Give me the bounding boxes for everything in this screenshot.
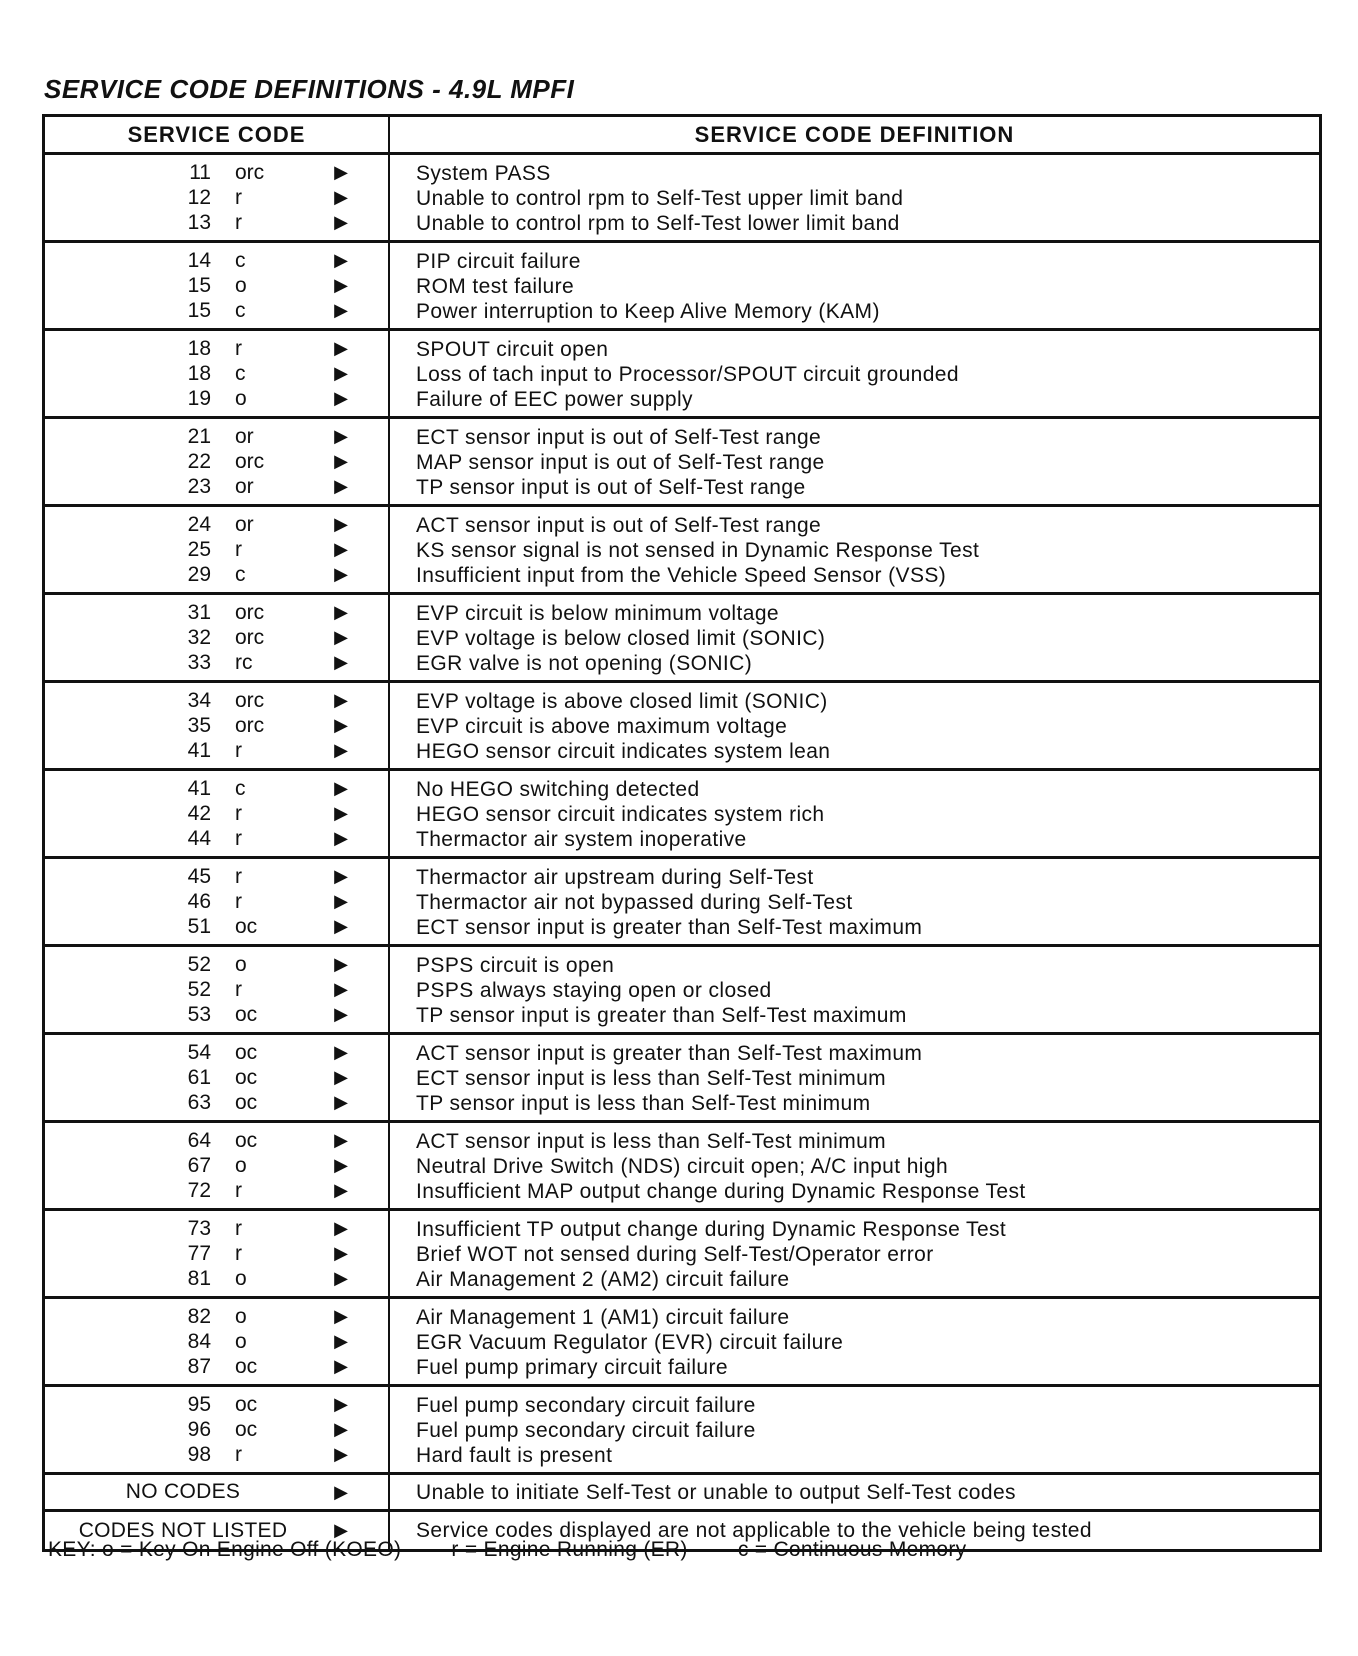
code-row	[45, 977, 388, 1002]
code-definition: Insufficient input from the Vehicle Speed Sensor (VSS)	[416, 564, 947, 587]
code-number: 44	[187, 826, 211, 850]
arrow-icon: ▶	[334, 916, 348, 936]
code-row	[45, 210, 388, 235]
code-number: 84	[187, 1329, 211, 1353]
code-row	[45, 361, 388, 386]
code-test-mode: r	[235, 864, 242, 888]
code-number: 61	[187, 1065, 211, 1089]
arrow-icon: ▶	[334, 1419, 348, 1439]
code-test-mode: r	[235, 826, 242, 850]
code-number: 72	[187, 1178, 211, 1202]
code-group	[45, 419, 1319, 507]
codes-not-listed-label: CODES NOT LISTED	[78, 1518, 288, 1542]
code-number: 63	[187, 1090, 211, 1114]
code-number: 45	[187, 864, 211, 888]
code-row	[45, 826, 388, 851]
code-test-mode: r	[235, 210, 242, 234]
code-number: 46	[187, 889, 211, 913]
code-definition: PSPS always staying open or closed	[416, 979, 772, 1002]
code-test-mode: oc	[235, 1417, 258, 1441]
code-test-mode: c	[235, 562, 246, 586]
arrow-icon: ▶	[334, 539, 348, 559]
code-number: 25	[187, 537, 211, 561]
code-row	[45, 1090, 388, 1115]
code-number: 32	[187, 625, 211, 649]
code-row	[45, 160, 388, 185]
code-definition: Insufficient TP output change during Dynamic Response Test	[416, 1218, 1007, 1241]
code-row	[45, 1178, 388, 1203]
code-number: 53	[187, 1002, 211, 1026]
code-row	[45, 1128, 388, 1153]
code-number: 98	[187, 1442, 211, 1466]
code-row	[45, 248, 388, 273]
no-codes-row	[45, 1475, 1319, 1512]
code-test-mode: c	[235, 298, 246, 322]
code-test-mode: r	[235, 537, 242, 561]
code-test-mode: oc	[235, 1002, 258, 1026]
arrow-icon: ▶	[334, 1481, 348, 1502]
code-definition: Fuel pump secondary circuit failure	[416, 1394, 756, 1417]
code-row	[45, 512, 388, 537]
code-definition: ECT sensor input is less than Self-Test minimum	[416, 1067, 887, 1090]
code-group	[45, 683, 1319, 771]
code-definition: ECT sensor input is out of Self-Test range	[416, 426, 822, 449]
code-test-mode: orc	[235, 625, 265, 649]
code-row	[45, 864, 388, 889]
code-number: 54	[187, 1040, 211, 1064]
code-test-mode: or	[235, 512, 254, 536]
code-definition: Neutral Drive Switch (NDS) circuit open; A/C input high	[416, 1155, 949, 1178]
code-definition: Unable to control rpm to Self-Test upper limit band	[416, 187, 904, 210]
code-group	[45, 1299, 1319, 1387]
code-test-mode: o	[235, 386, 247, 410]
arrow-icon: ▶	[334, 652, 348, 672]
arrow-icon: ▶	[334, 1130, 348, 1150]
code-definition: EVP voltage is below closed limit (SONIC)	[416, 627, 826, 650]
code-row	[45, 1354, 388, 1379]
codes-not-listed-definition: Service codes displayed are not applicable to the vehicle being tested	[416, 1519, 1092, 1542]
code-test-mode: oc	[235, 1090, 258, 1114]
code-definition: System PASS	[416, 162, 551, 185]
code-definition: Power interruption to Keep Alive Memory (KAM)	[416, 300, 880, 323]
arrow-icon: ▶	[334, 388, 348, 408]
arrow-icon: ▶	[334, 338, 348, 358]
code-number: 12	[187, 185, 211, 209]
code-test-mode: or	[235, 474, 254, 498]
arrow-icon: ▶	[334, 1268, 348, 1288]
code-test-mode: c	[235, 361, 246, 385]
code-definition: TP sensor input is out of Self-Test range	[416, 476, 806, 499]
code-row	[45, 1304, 388, 1329]
code-group	[45, 1035, 1319, 1123]
code-test-mode: o	[235, 1153, 247, 1177]
arrow-icon: ▶	[334, 300, 348, 320]
arrow-icon: ▶	[334, 891, 348, 911]
code-definition: Thermactor air not bypassed during Self-Test	[416, 891, 853, 914]
arrow-icon: ▶	[334, 627, 348, 647]
arrow-icon: ▶	[334, 1218, 348, 1238]
arrow-icon: ▶	[334, 1356, 348, 1376]
code-row	[45, 1040, 388, 1065]
arrow-icon: ▶	[334, 1092, 348, 1112]
code-number: 77	[187, 1241, 211, 1265]
code-row	[45, 386, 388, 411]
arrow-icon: ▶	[334, 1042, 348, 1062]
arrow-icon: ▶	[334, 715, 348, 735]
arrow-icon: ▶	[334, 602, 348, 622]
code-definition: Thermactor air system inoperative	[416, 828, 747, 851]
code-row	[45, 738, 388, 763]
code-test-mode: r	[235, 1178, 242, 1202]
code-test-mode: r	[235, 977, 242, 1001]
code-row	[45, 914, 388, 939]
code-definition: ACT sensor input is out of Self-Test range	[416, 514, 822, 537]
arrow-icon: ▶	[334, 451, 348, 471]
code-row	[45, 298, 388, 323]
code-definition: Insufficient MAP output change during Dynamic Response Test	[416, 1180, 1026, 1203]
code-row	[45, 600, 388, 625]
code-test-mode: r	[235, 889, 242, 913]
code-row	[45, 185, 388, 210]
code-test-mode: orc	[235, 713, 265, 737]
code-definition: Fuel pump secondary circuit failure	[416, 1419, 756, 1442]
code-group	[45, 1387, 1319, 1475]
code-number: 24	[187, 512, 211, 536]
code-definition: Failure of EEC power supply	[416, 388, 693, 411]
code-row	[45, 336, 388, 361]
code-number: 15	[187, 298, 211, 322]
code-group	[45, 331, 1319, 419]
code-number: 15	[187, 273, 211, 297]
key-legend	[48, 1538, 1010, 1562]
code-definition: HEGO sensor circuit indicates system rich	[416, 803, 825, 826]
code-definition: ACT sensor input is less than Self-Test minimum	[416, 1130, 887, 1153]
code-test-mode: rc	[235, 650, 253, 674]
code-row	[45, 1329, 388, 1354]
code-definition: Air Management 2 (AM2) circuit failure	[416, 1268, 790, 1291]
code-test-mode: r	[235, 738, 242, 762]
code-test-mode: orc	[235, 600, 265, 624]
code-definition: EGR Vacuum Regulator (EVR) circuit failure	[416, 1331, 844, 1354]
arrow-icon: ▶	[334, 690, 348, 710]
arrow-icon: ▶	[334, 866, 348, 886]
code-number: 64	[187, 1128, 211, 1152]
code-definition: Thermactor air upstream during Self-Test	[416, 866, 814, 889]
arrow-icon: ▶	[334, 954, 348, 974]
code-test-mode: o	[235, 1329, 247, 1353]
arrow-icon: ▶	[334, 564, 348, 584]
code-group	[45, 1123, 1319, 1211]
code-definition: No HEGO switching detected	[416, 778, 700, 801]
code-test-mode: oc	[235, 1065, 258, 1089]
code-definition: PSPS circuit is open	[416, 954, 615, 977]
code-definition: Unable to control rpm to Self-Test lower limit band	[416, 212, 900, 235]
code-number: 96	[187, 1417, 211, 1441]
code-number: 19	[187, 386, 211, 410]
code-row	[45, 1002, 388, 1027]
code-definition: Hard fault is present	[416, 1444, 613, 1467]
code-test-mode: r	[235, 801, 242, 825]
code-groups	[45, 155, 1319, 1475]
code-group	[45, 155, 1319, 243]
code-row	[45, 713, 388, 738]
code-definition: TP sensor input is greater than Self-Test maximum	[416, 1004, 907, 1027]
code-test-mode: c	[235, 776, 246, 800]
arrow-icon: ▶	[334, 1155, 348, 1175]
code-row	[45, 1392, 388, 1417]
code-number: 42	[187, 801, 211, 825]
code-number: 41	[187, 738, 211, 762]
code-definition: EGR valve is not opening (SONIC)	[416, 652, 753, 675]
arrow-icon: ▶	[334, 979, 348, 999]
code-definition: Fuel pump primary circuit failure	[416, 1356, 728, 1379]
code-definition: SPOUT circuit open	[416, 338, 609, 361]
arrow-icon: ▶	[334, 187, 348, 207]
arrow-icon: ▶	[334, 1243, 348, 1263]
code-row	[45, 1153, 388, 1178]
code-row	[45, 1065, 388, 1090]
arrow-icon: ▶	[334, 250, 348, 270]
code-definition: Brief WOT not sensed during Self-Test/Operator error	[416, 1243, 934, 1266]
code-row	[45, 474, 388, 499]
code-row	[45, 424, 388, 449]
code-test-mode: o	[235, 273, 247, 297]
code-number: 18	[187, 361, 211, 385]
code-test-mode: oc	[235, 1354, 258, 1378]
arrow-icon: ▶	[334, 1394, 348, 1414]
key-o: KEY: o = Key On Engine Off (KOEO)	[48, 1538, 402, 1561]
code-test-mode: r	[235, 1216, 242, 1240]
code-row	[45, 449, 388, 474]
code-row	[45, 650, 388, 675]
arrow-icon: ▶	[334, 162, 348, 182]
arrow-icon: ▶	[334, 1331, 348, 1351]
code-row	[45, 625, 388, 650]
service-code-table	[42, 114, 1322, 1552]
code-number: 81	[187, 1266, 211, 1290]
arrow-icon: ▶	[334, 426, 348, 446]
code-test-mode: orc	[235, 449, 265, 473]
arrow-icon: ▶	[334, 803, 348, 823]
code-test-mode: orc	[235, 688, 265, 712]
code-number: 95	[187, 1392, 211, 1416]
code-number: 23	[187, 474, 211, 498]
code-number: 52	[187, 952, 211, 976]
code-definition: PIP circuit failure	[416, 250, 581, 273]
code-definition: ECT sensor input is greater than Self-Test maximum	[416, 916, 923, 939]
code-number: 14	[187, 248, 211, 272]
code-number: 29	[187, 562, 211, 586]
code-number: 82	[187, 1304, 211, 1328]
code-number: 13	[187, 210, 211, 234]
code-row	[45, 776, 388, 801]
arrow-icon: ▶	[334, 1306, 348, 1326]
code-row	[45, 801, 388, 826]
code-test-mode: r	[235, 1241, 242, 1265]
code-definition: ROM test failure	[416, 275, 575, 298]
code-group	[45, 859, 1319, 947]
arrow-icon: ▶	[334, 1444, 348, 1464]
key-c: c = Continuous Memory	[737, 1538, 967, 1561]
code-group	[45, 507, 1319, 595]
code-definition: EVP circuit is below minimum voltage	[416, 602, 779, 625]
no-codes-definition: Unable to initiate Self-Test or unable to output Self-Test codes	[416, 1480, 1016, 1504]
arrow-icon: ▶	[334, 1067, 348, 1087]
code-test-mode: r	[235, 336, 242, 360]
code-row	[45, 1417, 388, 1442]
code-number: 22	[187, 449, 211, 473]
code-test-mode: c	[235, 248, 246, 272]
code-row	[45, 688, 388, 713]
code-number: 51	[187, 914, 211, 938]
code-row	[45, 889, 388, 914]
code-number: 33	[187, 650, 211, 674]
code-number: 73	[187, 1216, 211, 1240]
code-number: 34	[187, 688, 211, 712]
code-number: 67	[187, 1153, 211, 1177]
arrow-icon: ▶	[334, 363, 348, 383]
arrow-icon: ▶	[334, 828, 348, 848]
code-test-mode: o	[235, 1266, 247, 1290]
code-number: 35	[187, 713, 211, 737]
code-test-mode: or	[235, 424, 254, 448]
code-test-mode: oc	[235, 914, 258, 938]
code-number: 18	[187, 336, 211, 360]
code-test-mode: orc	[235, 160, 265, 184]
arrow-icon: ▶	[334, 514, 348, 534]
code-group	[45, 1211, 1319, 1299]
code-row	[45, 1241, 388, 1266]
code-number: 52	[187, 977, 211, 1001]
code-group	[45, 771, 1319, 859]
code-test-mode: o	[235, 1304, 247, 1328]
code-group	[45, 947, 1319, 1035]
code-row	[45, 1216, 388, 1241]
code-row	[45, 537, 388, 562]
no-codes-label: NO CODES	[125, 1480, 241, 1503]
code-definition: Air Management 1 (AM1) circuit failure	[416, 1306, 790, 1329]
code-row	[45, 1442, 388, 1467]
code-test-mode: o	[235, 952, 247, 976]
arrow-icon: ▶	[334, 275, 348, 295]
code-definition: MAP sensor input is out of Self-Test range	[416, 451, 825, 474]
code-definition: ACT sensor input is greater than Self-Test maximum	[416, 1042, 923, 1065]
arrow-icon: ▶	[334, 1180, 348, 1200]
code-test-mode: r	[235, 1442, 242, 1466]
code-definition: HEGO sensor circuit indicates system lean	[416, 740, 831, 763]
code-group	[45, 243, 1319, 331]
code-row	[45, 952, 388, 977]
header-service-code: SERVICE CODE	[45, 117, 390, 152]
arrow-icon: ▶	[334, 212, 348, 232]
page-title: SERVICE CODE DEFINITIONS - 4.9L MPFI	[44, 74, 575, 104]
code-definition: KS sensor signal is not sensed in Dynamic Response Test	[416, 539, 980, 562]
code-number: 87	[187, 1354, 211, 1378]
code-group	[45, 595, 1319, 683]
code-definition: EVP voltage is above closed limit (SONIC)	[416, 690, 828, 713]
arrow-icon: ▶	[334, 1520, 348, 1540]
code-row	[45, 562, 388, 587]
key-r: r = Engine Running (ER)	[451, 1538, 688, 1561]
code-row	[45, 273, 388, 298]
code-number: 11	[189, 160, 211, 184]
code-test-mode: oc	[235, 1392, 258, 1416]
arrow-icon: ▶	[334, 476, 348, 496]
code-number: 41	[187, 776, 211, 800]
code-definition: TP sensor input is less than Self-Test minimum	[416, 1092, 871, 1115]
arrow-icon: ▶	[334, 740, 348, 760]
code-test-mode: r	[235, 185, 242, 209]
code-number: 31	[187, 600, 211, 624]
code-definition: EVP circuit is above maximum voltage	[416, 715, 788, 738]
code-definition: Loss of tach input to Processor/SPOUT circuit grounded	[416, 363, 959, 386]
header-service-code-definition: SERVICE CODE DEFINITION	[694, 122, 1015, 147]
code-row	[45, 1266, 388, 1291]
arrow-icon: ▶	[334, 1004, 348, 1024]
code-test-mode: oc	[235, 1128, 258, 1152]
code-number: 21	[187, 424, 211, 448]
arrow-icon: ▶	[334, 778, 348, 798]
table-header	[45, 117, 1319, 155]
code-test-mode: oc	[235, 1040, 258, 1064]
